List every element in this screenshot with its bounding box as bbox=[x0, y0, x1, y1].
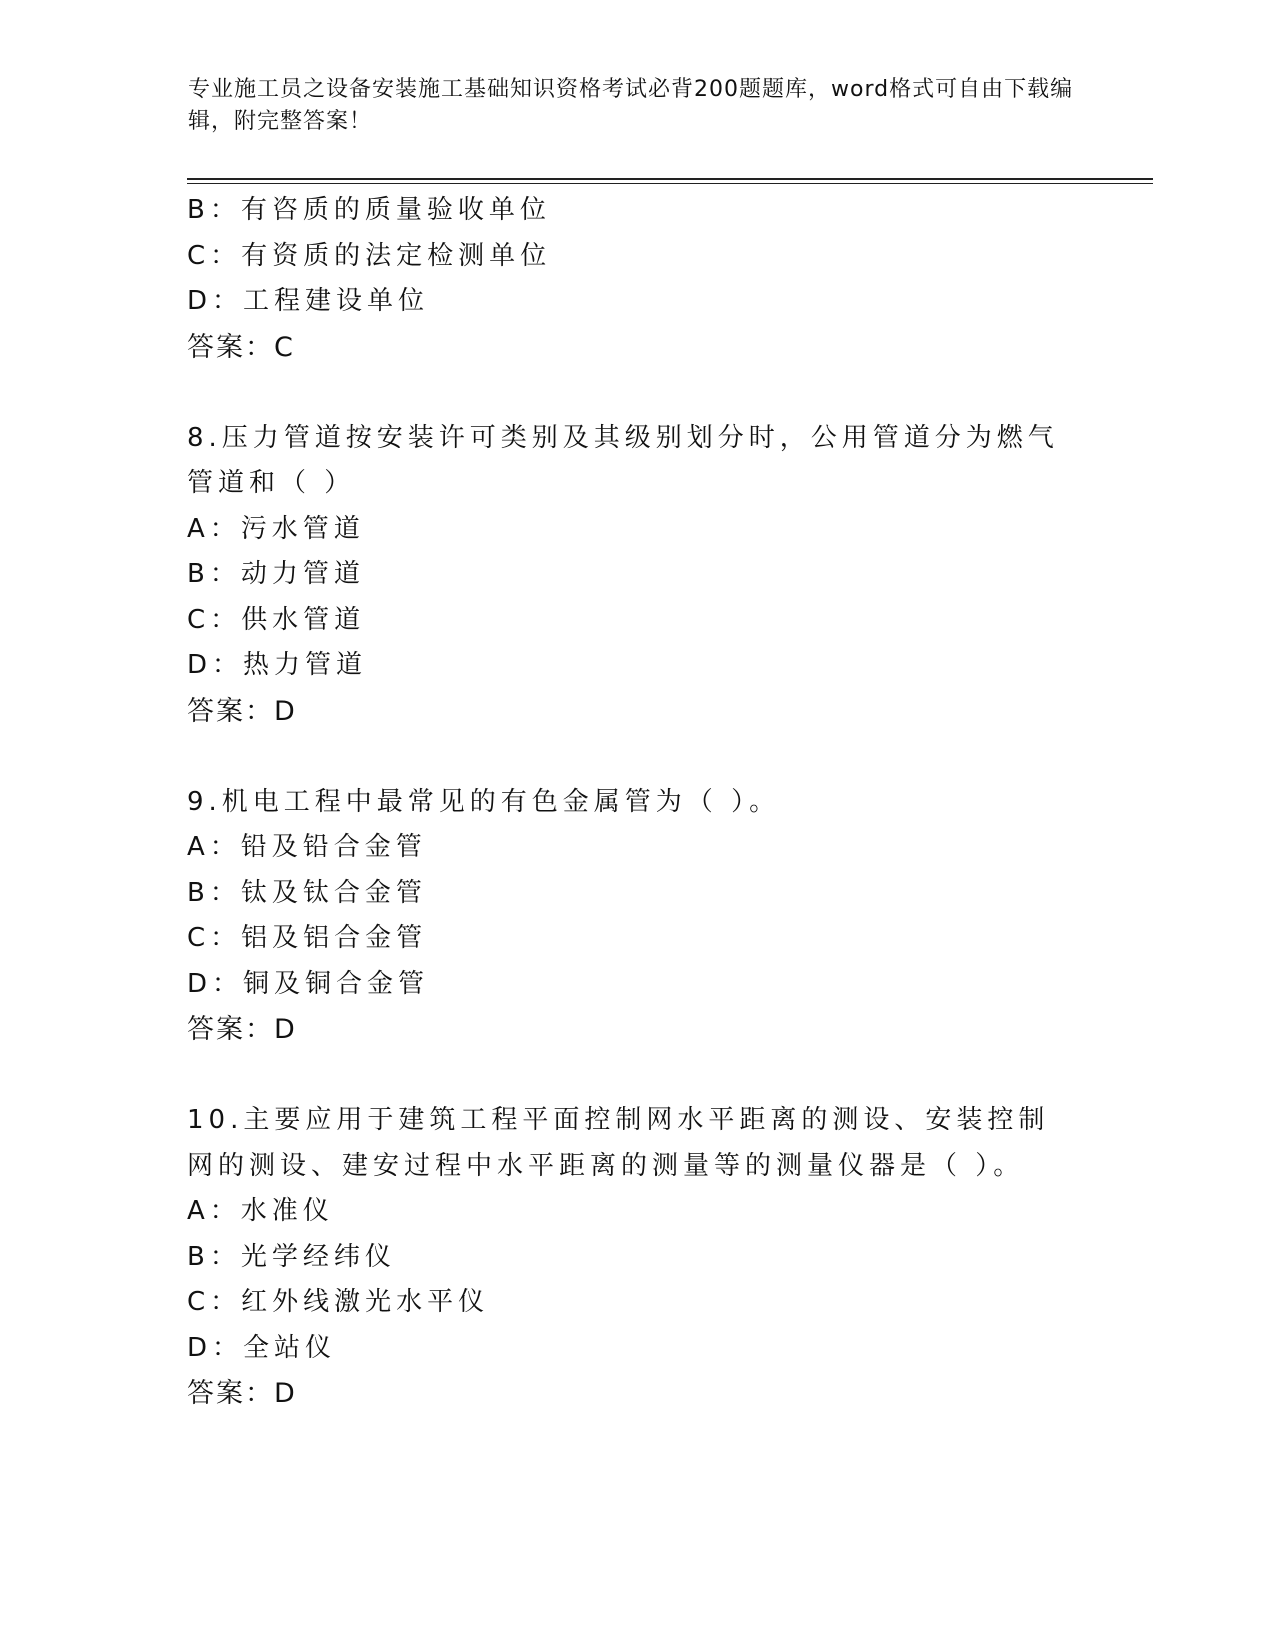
question-8 bbox=[187, 416, 1087, 735]
answer: 答案：D bbox=[187, 1014, 297, 1045]
question-text: 10.主要应用于建筑工程平面控制网水平距离的测设、安装控制网的测设、建安过程中水平距离的测量等的测量仪器是（ ）。 bbox=[187, 1105, 1050, 1181]
option-d: D：工程建设单位 bbox=[187, 286, 430, 316]
option-b: B：光学经纬仪 bbox=[187, 1241, 396, 1272]
spacer bbox=[187, 370, 1087, 416]
question-text: 9.机电工程中最常见的有色金属管为（ ）。 bbox=[187, 786, 781, 817]
answer: 答案：C bbox=[187, 331, 295, 363]
spacer bbox=[187, 1053, 1087, 1099]
option-c: C：供水管道 bbox=[187, 604, 366, 635]
option-b: B：动力管道 bbox=[187, 559, 365, 589]
question-list bbox=[187, 188, 1087, 1417]
option-a: A：水准仪 bbox=[187, 1196, 334, 1226]
option-d: D：全站仪 bbox=[187, 1332, 337, 1363]
answer: 答案：D bbox=[187, 1378, 297, 1409]
question-9 bbox=[187, 780, 1087, 1053]
spacer bbox=[187, 734, 1087, 780]
option-a: A：污水管道 bbox=[187, 513, 365, 544]
option-d: D：铜及铜合金管 bbox=[187, 968, 430, 999]
header-rule-thin bbox=[187, 183, 1153, 184]
question-text: 8.压力管道按安装许可类别及其级别划分时，公用管道分为燃气管道和（ ） bbox=[187, 422, 1059, 498]
option-c: C：有资质的法定检测单位 bbox=[187, 240, 552, 271]
option-b: B：有咨质的质量验收单位 bbox=[187, 195, 551, 225]
option-b: B：钛及钛合金管 bbox=[187, 877, 427, 908]
document-header: 专业施工员之设备安装施工基础知识资格考试必背200题题库，word格式可自由下载编辑，附完整答案！ bbox=[188, 77, 1074, 134]
option-d: D：热力管道 bbox=[187, 650, 368, 680]
header-rule-thick bbox=[187, 178, 1153, 180]
option-a: A：铅及铅合金管 bbox=[187, 832, 427, 862]
prev-question-block bbox=[187, 188, 1087, 370]
answer: 答案：D bbox=[187, 695, 297, 727]
question-10 bbox=[187, 1098, 1087, 1417]
option-c: C：铝及铝合金管 bbox=[187, 923, 428, 953]
option-c: C：红外线激光水平仪 bbox=[187, 1287, 490, 1317]
